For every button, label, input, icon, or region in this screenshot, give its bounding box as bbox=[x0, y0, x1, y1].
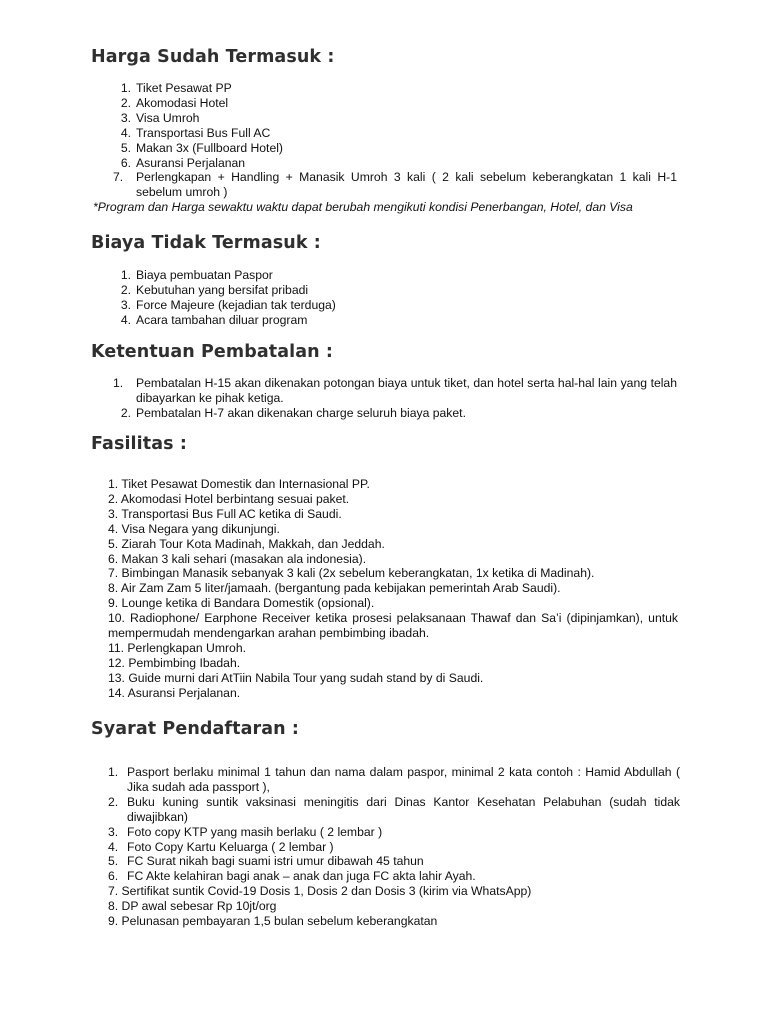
list-item bbox=[113, 156, 677, 171]
item-number: 2 . bbox=[113, 283, 131, 298]
list-item: 10. Radiophone/ Earphone Receiver ketika prosesi pelaksanaan Thawaf dan Sa’i (dipinjamkan), untuk mempermudah mendengarkan arahan pembimbing ibadah. bbox=[108, 611, 678, 641]
item-text: Pasport berlaku minimal 1 tahun dan nama dalam paspor, minimal 2 kata contoh : Hamid Abdullah ( Jika sudah ada passport ), bbox=[127, 765, 680, 794]
list-biaya-tidak-termasuk bbox=[113, 268, 677, 328]
item-number: 3 . bbox=[113, 111, 131, 126]
list-item: 8. DP awal sebesar Rp 10jt/org bbox=[108, 898, 277, 913]
heading-harga-sudah-termasuk: Harga Sudah Termasuk : bbox=[91, 47, 335, 67]
list-item bbox=[113, 376, 677, 406]
list-item: 7. Sertifikat suntik Covid-19 Dosis 1, Dosis 2 dan Dosis 3 (kirim via WhatsApp) bbox=[108, 884, 532, 898]
list-item bbox=[108, 854, 680, 869]
item-number: 2 . bbox=[113, 406, 131, 421]
item-number: 5. bbox=[108, 854, 119, 869]
list-item bbox=[108, 825, 680, 840]
item-number: 7 . bbox=[113, 170, 131, 185]
list-item: 8. Air Zam Zam 5 liter/jamaah. (bergantung pada kebijakan pemerintah Arab Saudi). bbox=[108, 581, 561, 596]
item-number: 4 . bbox=[113, 313, 131, 328]
list-item: 7. Bimbingan Manasik sebanyak 3 kali (2x sebelum keberangkatan, 1x ketika di Madinah). bbox=[108, 566, 595, 581]
list-item: 13. Guide murni dari AtTiin Nabila Tour yang sudah stand by di Saudi. bbox=[108, 670, 484, 685]
list-syarat-pendaftaran bbox=[108, 765, 680, 884]
list-item: 12. Pembimbing Ibadah. bbox=[108, 655, 241, 670]
list-item bbox=[113, 170, 677, 200]
item-text: Makan 3x (Fullboard Hotel) bbox=[136, 140, 283, 155]
list-item bbox=[113, 141, 677, 156]
list-item: 5. Ziarah Tour Kota Madinah, Makkah, dan Jeddah. bbox=[108, 536, 385, 551]
item-text: Akomodasi Hotel bbox=[136, 95, 229, 110]
item-number: 3. bbox=[108, 824, 119, 839]
item-text: Pembatalan H-15 akan dikenakan potongan biaya untuk tiket, dan hotel serta hal-hal lain yang telah dibayarkan ke pihak ketiga. bbox=[136, 376, 677, 405]
heading-ketentuan-pembatalan: Ketentuan Pembatalan : bbox=[91, 342, 333, 362]
item-text: Tiket Pesawat PP bbox=[136, 81, 232, 95]
item-number: 1 . bbox=[113, 268, 131, 283]
item-number: 1 . bbox=[113, 376, 131, 391]
item-number: 1 . bbox=[113, 81, 131, 96]
item-number: 5 . bbox=[113, 141, 131, 156]
item-text: Force Majeure (kejadian tak terduga) bbox=[136, 297, 336, 312]
heading-biaya-tidak-termasuk: Biaya Tidak Termasuk : bbox=[91, 233, 321, 253]
item-text: Transportasi Bus Full AC bbox=[136, 125, 271, 140]
list-item bbox=[108, 840, 680, 855]
list-item: 3. Transportasi Bus Full AC ketika di Saudi. bbox=[108, 506, 342, 521]
item-text: Biaya pembuatan Paspor bbox=[136, 268, 273, 282]
list-item bbox=[113, 298, 677, 313]
list-harga-sudah-termasuk bbox=[113, 81, 677, 200]
item-number: 2 . bbox=[113, 96, 131, 111]
item-text: Pembatalan H-7 akan dikenakan charge seluruh biaya paket. bbox=[136, 405, 466, 420]
item-text: Foto Copy Kartu Keluarga ( 2 lembar ) bbox=[127, 839, 334, 854]
list-item bbox=[113, 406, 677, 421]
item-number: 6. bbox=[108, 869, 119, 884]
item-number: 2. bbox=[108, 794, 119, 809]
list-item: 2. Akomodasi Hotel berbintang sesuai paket. bbox=[108, 491, 350, 506]
list-fasilitas bbox=[108, 477, 678, 701]
item-text: Foto copy KTP yang masih berlaku ( 2 lembar ) bbox=[127, 824, 383, 839]
list-item: 1. Tiket Pesawat Domestik dan Internasional PP. bbox=[108, 477, 370, 491]
item-number: 4. bbox=[108, 839, 119, 854]
item-text: FC Akte kelahiran bagi anak – anak dan juga FC akta lahir Ayah. bbox=[127, 869, 476, 884]
list-item bbox=[113, 283, 677, 298]
list-item bbox=[113, 96, 677, 111]
item-text: Perlengkapan + Handling + Manasik Umroh 3 kali ( 2 kali sebelum keberangkatan 1 kali H-1 sebelum umroh ) bbox=[136, 170, 677, 200]
item-number: 1. bbox=[108, 765, 119, 779]
heading-syarat-pendaftaran: Syarat Pendaftaran : bbox=[91, 719, 299, 739]
list-item bbox=[113, 126, 677, 141]
item-number: 4 . bbox=[113, 126, 131, 141]
list-item bbox=[113, 111, 677, 126]
list-item: 9. Pelunasan pembayaran 1,5 bulan sebelum keberangkatan bbox=[108, 913, 438, 928]
list-item bbox=[108, 869, 680, 884]
item-text: FC Surat nikah bagi suami istri umur dibawah 45 tahun bbox=[127, 854, 424, 869]
item-text: Kebutuhan yang bersifat pribadi bbox=[136, 282, 309, 297]
item-number: 3 . bbox=[113, 298, 131, 313]
list-item bbox=[113, 81, 677, 96]
list-item bbox=[113, 268, 677, 283]
list-item: 11. Perlengkapan Umroh. bbox=[108, 640, 246, 655]
list-ketentuan-pembatalan bbox=[113, 376, 677, 421]
item-text: Acara tambahan diluar program bbox=[136, 312, 308, 327]
list-item bbox=[108, 795, 680, 825]
list-syarat-pendaftaran-continued bbox=[108, 884, 680, 929]
item-text: Visa Umroh bbox=[136, 110, 200, 125]
item-text: Asuransi Perjalanan bbox=[136, 155, 246, 170]
list-item bbox=[113, 313, 677, 328]
list-item: 4. Visa Negara yang dikunjungi. bbox=[108, 521, 280, 536]
heading-fasilitas: Fasilitas : bbox=[91, 434, 187, 454]
program-disclaimer-note: *Program dan Harga sewaktu waktu dapat berubah mengikuti kondisi Penerbangan, Hotel, dan Visa bbox=[93, 200, 633, 214]
list-item bbox=[108, 765, 680, 795]
list-item: 9. Lounge ketika di Bandara Domestik (opsional). bbox=[108, 596, 375, 611]
list-item: 6. Makan 3 kali sehari (masakan ala indonesia). bbox=[108, 551, 367, 566]
item-number: 6 . bbox=[113, 156, 131, 171]
item-text: Buku kuning suntik vaksinasi meningitis dari Dinas Kantor Kesehatan Pelabuhan (sudah tidak diwajibkan) bbox=[127, 794, 680, 824]
list-item: 14. Asuransi Perjalanan. bbox=[108, 685, 241, 700]
